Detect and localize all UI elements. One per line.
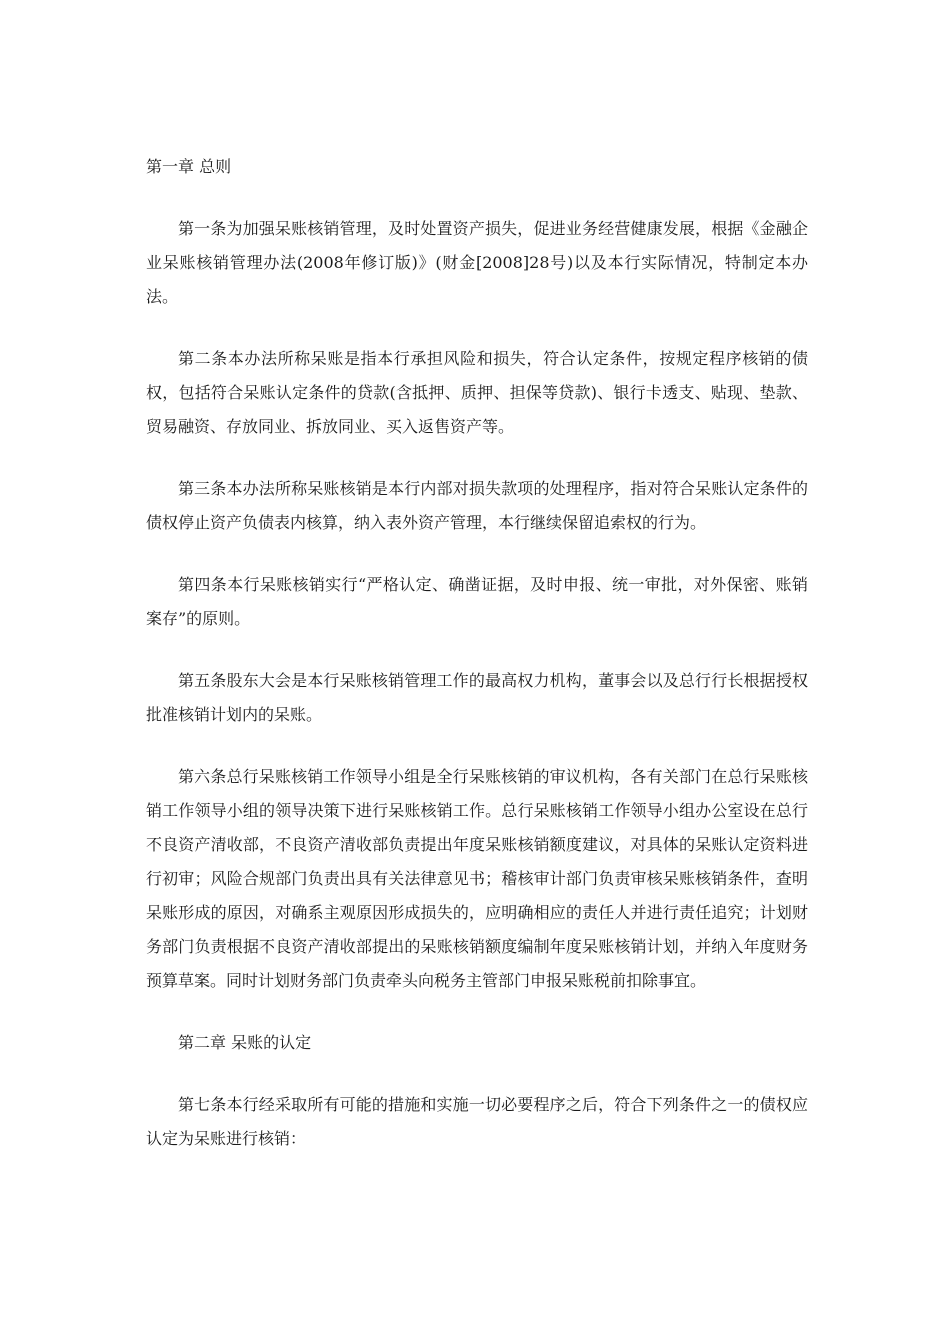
article-1: 第一条为加强呆账核销管理，及时处置资产损失，促进业务经营健康发展，根据《金融企业呆账核销管理办法(2008年修订版)》(财金[2008]28号)以及本行实际情况，特制定本办法。 <box>146 219 808 306</box>
article-2: 第二条本办法所称呆账是指本行承担风险和损失，符合认定条件，按规定程序核销的债权，包括符合呆账认定条件的贷款(含抵押、质押、担保等贷款)、银行卡透支、贴现、垫款、贸易融资、存放同业、拆放同业、买入返售资产等。 <box>146 349 808 436</box>
document-page <box>146 150 808 1184</box>
article-3: 第三条本办法所称呆账核销是本行内部对损失款项的处理程序，指对符合呆账认定条件的债权停止资产负债表内核算，纳入表外资产管理，本行继续保留追索权的行为。 <box>146 479 808 532</box>
article-6: 第六条总行呆账核销工作领导小组是全行呆账核销的审议机构，各有关部门在总行呆账核销工作领导小组的领导决策下进行呆账核销工作。总行呆账核销工作领导小组办公室设在总行不良资产清收部，不良资产清收部负责提出年度呆账核销额度建议，对具体的呆账认定资料进行初审；风险合规部门负责出具有关法律意见书；稽核审计部门负责审核呆账核销条件，查明呆账形成的原因，对确系主观原因形成损失的，应明确相应的责任人并进行责任追究；计划财务部门负责根据不良资产清收部提出的呆账核销额度编制年度呆账核销计划，并纳入年度财务预算草案。同时计划财务部门负责牵头向税务主管部门申报呆账税前扣除事宜。 <box>146 767 808 990</box>
chapter-2-title: 第二章 呆账的认定 <box>178 1033 312 1052</box>
article-5: 第五条股东大会是本行呆账核销管理工作的最高权力机构，董事会以及总行行长根据授权批准核销计划内的呆账。 <box>146 671 808 724</box>
article-7: 第七条本行经采取所有可能的措施和实施一切必要程序之后，符合下列条件之一的债权应认定为呆账进行核销： <box>146 1095 808 1148</box>
chapter-1-title: 第一章 总则 <box>146 157 232 176</box>
article-4: 第四条本行呆账核销实行“严格认定、确凿证据，及时申报、统一审批，对外保密、账销案存”的原则。 <box>146 575 808 628</box>
